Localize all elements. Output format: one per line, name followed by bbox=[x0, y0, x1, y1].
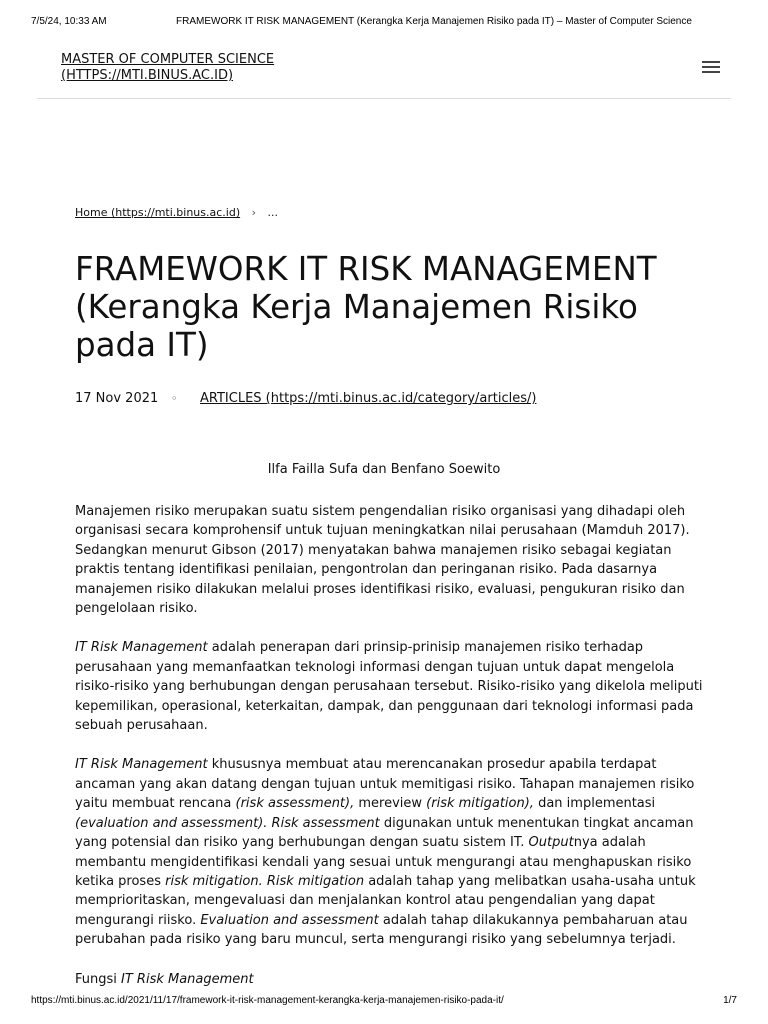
print-header bbox=[0, 16, 768, 30]
italic-term: (evaluation and assessment). Risk assessment bbox=[75, 815, 380, 831]
italic-term: risk mitigation. Risk mitigation bbox=[165, 873, 365, 889]
italic-term: IT Risk Management bbox=[75, 757, 208, 773]
paragraph-4 bbox=[75, 970, 705, 989]
paragraph-text: mereview bbox=[354, 796, 427, 812]
print-page-number: 1/7 bbox=[723, 995, 737, 1006]
site-title-line1: MASTER OF COMPUTER SCIENCE bbox=[61, 52, 275, 67]
italic-term: IT Risk Management bbox=[75, 640, 208, 656]
paragraph-text: adalah penerapan dari prinsip-prinisip manajemen risiko terhadap perusahaan yang memanfaatkan teknologi informasi dengan tujuan untuk dapat mengelola risiko-risiko yang berhubungan dengan perusahaan tersebut. Risiko-risiko yang dikelola meliputi kepemilikan, operasional, keterkaitan, dampak, dan penggunaan dari teknologi informasi pada sebuah perusahaan. bbox=[75, 640, 703, 734]
print-datetime: 7/5/24, 10:33 AM bbox=[31, 16, 107, 27]
print-url: https://mti.binus.ac.id/2021/11/17/framework-it-risk-management-kerangka-kerja-manajemen-risiko-pada-it/ bbox=[31, 995, 504, 1006]
italic-term: IT Risk Management bbox=[121, 971, 254, 987]
site-header bbox=[37, 48, 731, 99]
meta-separator-icon: ◦ bbox=[171, 392, 178, 405]
paragraph-text: adalah tahap yang melibatkan usaha-usaha untuk memprioritaskan, mengevaluasi dan menjalankan kontrol atau pengendalian yang dapat mengurangi riisko. bbox=[75, 873, 696, 928]
category-link[interactable]: ARTICLES (https://mti.binus.ac.id/category/articles/) bbox=[200, 391, 537, 406]
paragraph-text: nya adalah membantu mengidentifikasi kendali yang sesuai untuk mengurangi atau menghapuskan risiko ketika proses bbox=[75, 835, 692, 889]
breadcrumb bbox=[75, 205, 278, 221]
italic-term: Output bbox=[528, 835, 574, 851]
article-body bbox=[75, 502, 705, 1009]
paragraph-text: digunakan untuk menentukan tingkat ancaman yang potensial dan risiko yang berhubungan dengan suatu sistem IT. bbox=[75, 815, 694, 851]
page-title: FRAMEWORK IT RISK MANAGEMENT (Kerangka Kerja Manajemen Risiko pada IT) bbox=[75, 250, 657, 364]
paragraph-text: khususnya membuat atau merencanakan prosedur apabila terdapat ancaman yang akan datang dengan tujuan untuk memitigasi risiko. Tahapan manajemen risiko yaitu membuat rencana bbox=[75, 757, 695, 812]
italic-term: Evaluation and assessment bbox=[200, 912, 379, 928]
breadcrumb-current: ... bbox=[267, 206, 279, 219]
print-footer bbox=[0, 995, 768, 1009]
print-page-title: FRAMEWORK IT RISK MANAGEMENT (Kerangka Kerja Manajemen Risiko pada IT) – Master of Computer Science bbox=[176, 16, 692, 27]
italic-term: (risk assessment), bbox=[235, 796, 355, 812]
paragraph-2 bbox=[75, 638, 705, 735]
chevron-right-icon: › bbox=[251, 206, 257, 219]
article-authors: Ilfa Failla Sufa dan Benfano Soewito bbox=[267, 462, 501, 477]
paragraph-3 bbox=[75, 755, 705, 949]
paragraph-text: adalah tahap dilakukannya pembaharuan atau perubahan pada risiko yang baru muncul, serta mengurangi risiko yang sebelumnya terjadi. bbox=[75, 912, 688, 948]
post-date: 17 Nov 2021 bbox=[75, 391, 159, 406]
hamburger-menu-icon[interactable] bbox=[702, 60, 720, 74]
paragraph-1: Manajemen risiko merupakan suatu sistem pengendalian risiko organisasi yang dihadapi oleh organisasi secara komprohensif untuk tujuan meningkatkan nilai perusahaan (Mamduh 2017). Sedangkan menurut Gibson (2017) menyatakan bahwa manajemen risiko sebagai kegiatan praktis tentang identifikasi penilaian, pengontrolan dan peringanan risiko. Pada dasarnya manajemen risiko dilakukan melalui proses identifikasi risiko, evaluasi, pengukuran risiko dan pengelolaan risiko. bbox=[75, 504, 690, 617]
breadcrumb-home-link[interactable]: Home (https://mti.binus.ac.id) bbox=[75, 206, 241, 219]
site-title-link[interactable] bbox=[61, 52, 274, 84]
site-title-line2: (HTTPS://MTI.BINUS.AC.ID) bbox=[61, 68, 234, 83]
paragraph-text: Fungsi bbox=[75, 971, 122, 987]
paragraph-text: dan implementasi bbox=[533, 796, 656, 812]
italic-term: (risk mitigation), bbox=[426, 796, 534, 812]
